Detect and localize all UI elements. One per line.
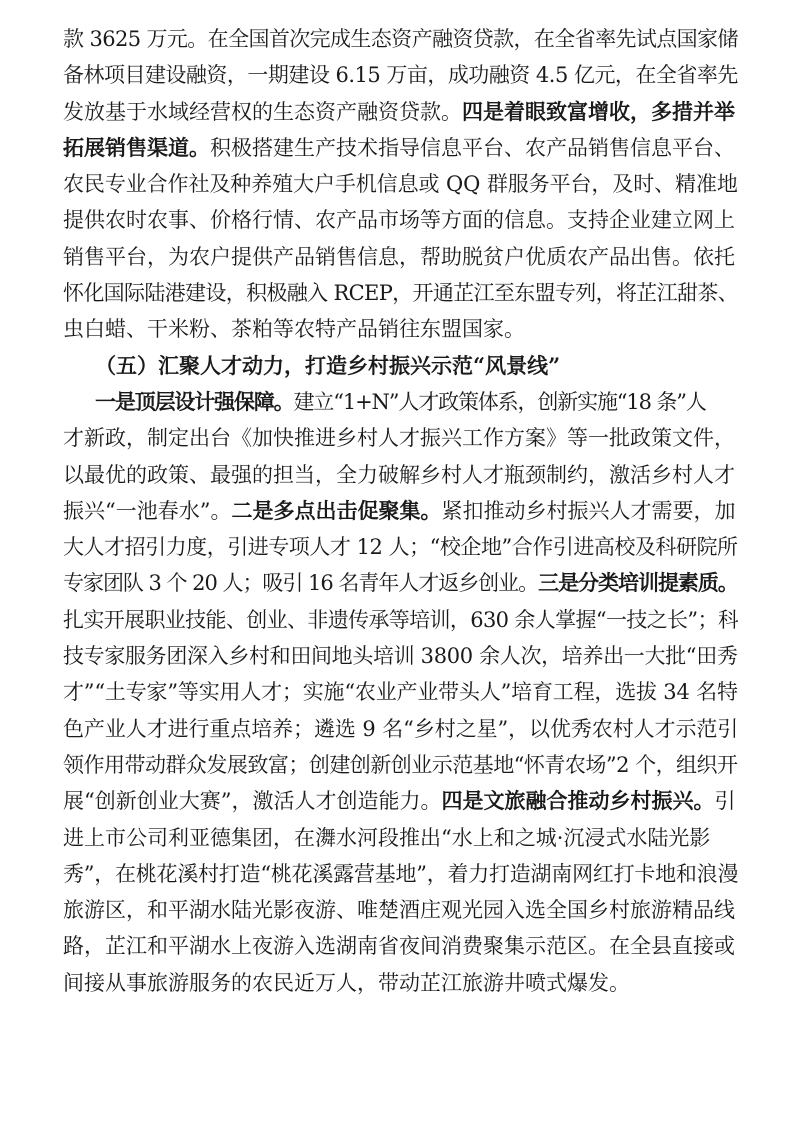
text-line bbox=[63, 892, 738, 928]
text-line bbox=[63, 529, 738, 565]
text-line bbox=[63, 166, 738, 202]
text-run: 才”“土专家”等实用人才；实施“农业产业带头人”培育工程，选拔 34 名特 bbox=[63, 680, 738, 705]
text-run: 色产业人才进行重点培养；遴选 9 名“乡村之星”，以优秀农村人才示范引 bbox=[63, 716, 738, 741]
text-line bbox=[63, 384, 738, 420]
text-line bbox=[63, 457, 738, 493]
bold-text: 二是多点出击促聚集。 bbox=[231, 497, 442, 523]
text-line bbox=[63, 493, 738, 529]
text-run: 备林项目建设融资，一期建设 6.15 万亩，成功融资 4.5 亿元，在全省率先 bbox=[63, 63, 738, 88]
text-run: 虫白蜡、干米粉、茶粕等农特产品销往东盟国家。 bbox=[63, 317, 525, 342]
text-line bbox=[63, 202, 738, 238]
text-run: 大人才招引力度，引进专项人才 12 人；“校企地”合作引进高校及科研院所 bbox=[63, 535, 738, 560]
bold-text: 四是着眼致富增收，多措并举 bbox=[462, 98, 735, 124]
text-line bbox=[63, 928, 738, 964]
text-run: 振兴“一池春水”。 bbox=[63, 498, 232, 523]
text-line bbox=[63, 420, 738, 456]
bold-text: 一是顶层设计强保障。 bbox=[95, 388, 294, 414]
text-line bbox=[63, 602, 738, 638]
text-line bbox=[63, 965, 738, 1001]
text-line bbox=[63, 711, 738, 747]
text-line bbox=[63, 783, 738, 819]
text-run: 以最优的政策、最强的担当，全力破解乡村人才瓶颈制约，激活乡村人才 bbox=[63, 462, 735, 487]
text-run: 技专家服务团深入乡村和田间地头培训 3800 余人次，培养出一大批“田秀 bbox=[63, 644, 738, 669]
text-run: 紧扣推动乡村振兴人才需要，加 bbox=[441, 498, 736, 523]
text-run: 秀”，在桃花溪村打造“桃花溪露营基地”，着力打造湖南网红打卡地和浪漫 bbox=[63, 861, 738, 886]
text-run: 积极搭建生产技术指导信息平台、农产品销售信息平台、 bbox=[210, 135, 735, 160]
text-run: 路，芷江和平湖水上夜游入选湖南省夜间消费聚集示范区。在全县直接或 bbox=[63, 934, 735, 959]
text-run: 农民专业合作社及种养殖大户手机信息或 QQ 群服务平台，及时、精准地 bbox=[63, 172, 738, 197]
text-run: 建立“1+N”人才政策体系，创新实施“18 条”人 bbox=[293, 389, 706, 414]
text-run: 怀化国际陆港建设，积极融入 RCEP，开通芷江至东盟专列，将芷江甜茶、 bbox=[63, 281, 738, 306]
body-text bbox=[63, 21, 738, 1001]
text-run: 款 3625 万元。在全国首次完成生态资产融资贷款，在全省率先试点国家储 bbox=[63, 27, 738, 51]
text-line bbox=[63, 747, 738, 783]
bold-text: 四是文旅融合推动乡村振兴。 bbox=[441, 788, 715, 814]
text-line bbox=[63, 565, 738, 601]
text-run: 专家团队 3 个 20 人；吸引 16 名青年人才返乡创业。 bbox=[63, 571, 539, 596]
text-run: 销售平台，为农户提供产品销售信息，帮助脱贫户优质农产品出售。依托 bbox=[63, 244, 735, 269]
text-line bbox=[63, 239, 738, 275]
text-line bbox=[63, 311, 738, 347]
text-run: 展“创新创业大赛”，激活人才创造能力。 bbox=[63, 789, 442, 814]
bold-text: 三是分类培训提素质。 bbox=[538, 570, 738, 596]
text-line bbox=[63, 21, 738, 57]
text-line bbox=[63, 94, 738, 130]
text-line bbox=[63, 638, 738, 674]
text-run: 间接从事旅游服务的农民近万人，带动芷江旅游井喷式爆发。 bbox=[63, 970, 630, 995]
text-line bbox=[63, 820, 738, 856]
text-run: 旅游区，和平湖水陆光影夜游、唯楚酒庄观光园入选全国乡村旅游精品线 bbox=[63, 898, 735, 923]
text-run: 扎实开展职业技能、创业、非遗传承等培训，630 余人掌握“一技之长”；科 bbox=[63, 607, 738, 632]
text-run: 才新政，制定出台《加快推进乡村人才振兴工作方案》等一批政策文件， bbox=[63, 426, 735, 451]
text-line bbox=[63, 674, 738, 710]
text-run: 领作用带动群众发展致富；创建创新创业示范基地“怀青农场”2 个，组织开 bbox=[63, 752, 738, 777]
text-run: 发放基于水域经营权的生态资产融资贷款。 bbox=[63, 99, 462, 124]
text-line bbox=[63, 130, 738, 166]
text-line bbox=[63, 57, 738, 93]
bold-text: 拓展销售渠道。 bbox=[63, 134, 210, 160]
text-line bbox=[63, 275, 738, 311]
text-line bbox=[63, 856, 738, 892]
text-run: 引 bbox=[714, 789, 736, 814]
text-run: 进上市公司利亚德集团，在㵲水河段推出“水上和之城·沉浸式水陆光影 bbox=[63, 825, 711, 850]
text-run: 提供农时农事、价格行情、农产品市场等方面的信息。支持企业建立网上 bbox=[63, 208, 735, 233]
bold-text: （五）汇聚人才动力，打造乡村振兴示范“风景线” bbox=[95, 352, 561, 378]
section-heading bbox=[63, 348, 738, 384]
